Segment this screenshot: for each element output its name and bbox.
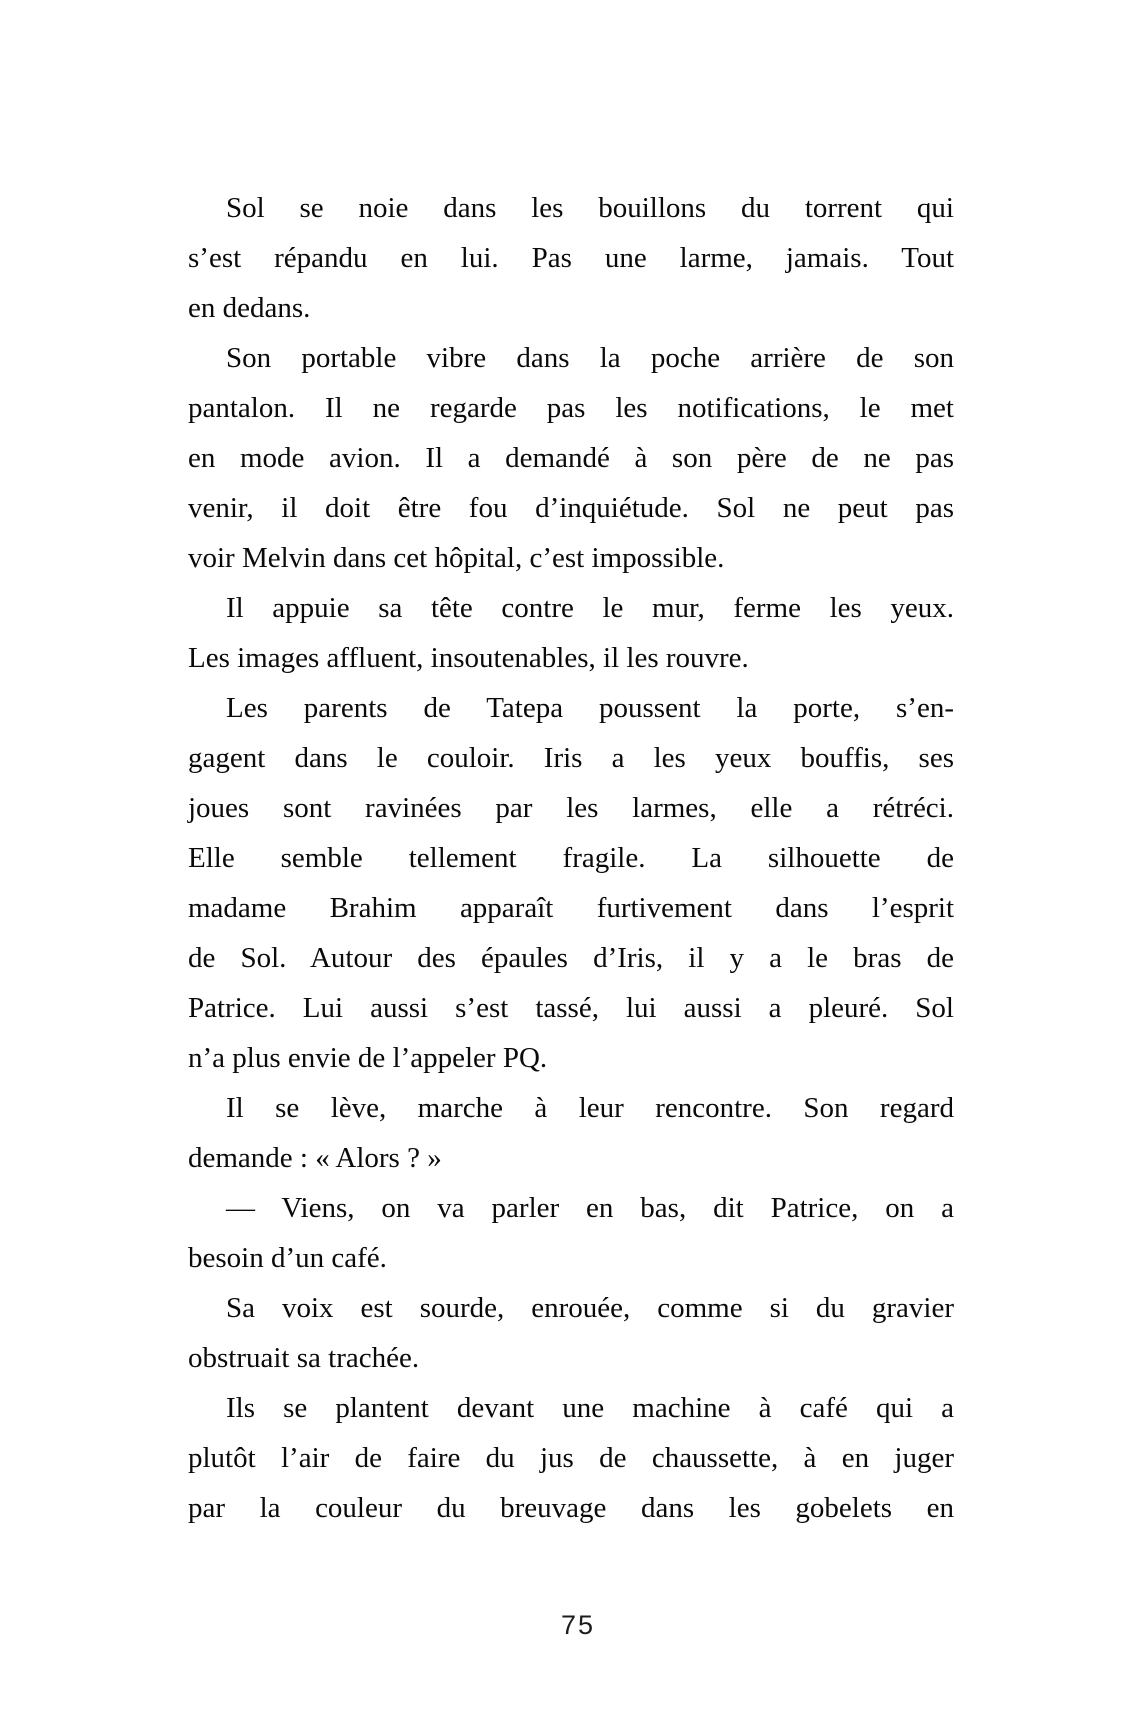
paragraph (188, 1283, 954, 1383)
text-line: Son portable vibre dans la poche arrière de son (226, 342, 954, 374)
paragraph (188, 683, 954, 1083)
text-line: Patrice. Lui aussi s’est tassé, lui aussi a pleuré. Sol (188, 992, 954, 1024)
text-line: — Viens, on va parler en bas, dit Patrice, on a (226, 1192, 954, 1224)
text-line: en mode avion. Il a demandé à son père de ne pas (188, 442, 954, 474)
text-line: venir, il doit être fou d’inquiétude. Sol ne peut pas (188, 492, 954, 524)
text-line: joues sont ravinées par les larmes, elle a rétréci. (188, 792, 954, 824)
paragraph (188, 1183, 954, 1283)
page-number: 75 (560, 1610, 596, 1640)
text-line: gagent dans le couloir. Iris a les yeux bouffis, ses (188, 742, 954, 774)
text-line: plutôt l’air de faire du jus de chaussette, à en juger (188, 1442, 954, 1474)
paragraph (188, 1383, 954, 1533)
text-line: pantalon. Il ne regarde pas les notifications, le met (188, 392, 954, 424)
text-line: voir Melvin dans cet hôpital, c’est impossible. (188, 542, 725, 574)
text-line: Les parents de Tatepa poussent la porte, s’en- (226, 692, 954, 724)
text-line: n’a plus envie de l’appeler PQ. (188, 1042, 548, 1074)
paragraph (188, 333, 954, 583)
text-line: obstruait sa trachée. (188, 1342, 420, 1374)
paragraph (188, 183, 954, 333)
text-line: Il se lève, marche à leur rencontre. Son regard (226, 1092, 954, 1124)
text-line: madame Brahim apparaît furtivement dans l’esprit (188, 892, 954, 924)
text-line: s’est répandu en lui. Pas une larme, jamais. Tout (188, 242, 954, 274)
paragraph (188, 583, 954, 683)
paragraph (188, 1083, 954, 1183)
text-line: Sol se noie dans les bouillons du torrent qui (226, 192, 954, 224)
text-line: besoin d’un café. (188, 1242, 387, 1274)
body-text-block (188, 183, 954, 1533)
text-line: en dedans. (188, 292, 311, 324)
text-line: Ils se plantent devant une machine à café qui a (226, 1392, 954, 1424)
text-line: Il appuie sa tête contre le mur, ferme les yeux. (226, 592, 954, 624)
text-line: de Sol. Autour des épaules d’Iris, il y a le bras de (188, 942, 954, 974)
text-line: Sa voix est sourde, enrouée, comme si du gravier (226, 1292, 954, 1324)
text-line: par la couleur du breuvage dans les gobelets en (188, 1492, 954, 1524)
text-line: Les images affluent, insoutenables, il les rouvre. (188, 642, 749, 674)
text-line: demande : « Alors ? » (188, 1142, 442, 1174)
text-line: Elle semble tellement fragile. La silhouette de (188, 842, 954, 874)
